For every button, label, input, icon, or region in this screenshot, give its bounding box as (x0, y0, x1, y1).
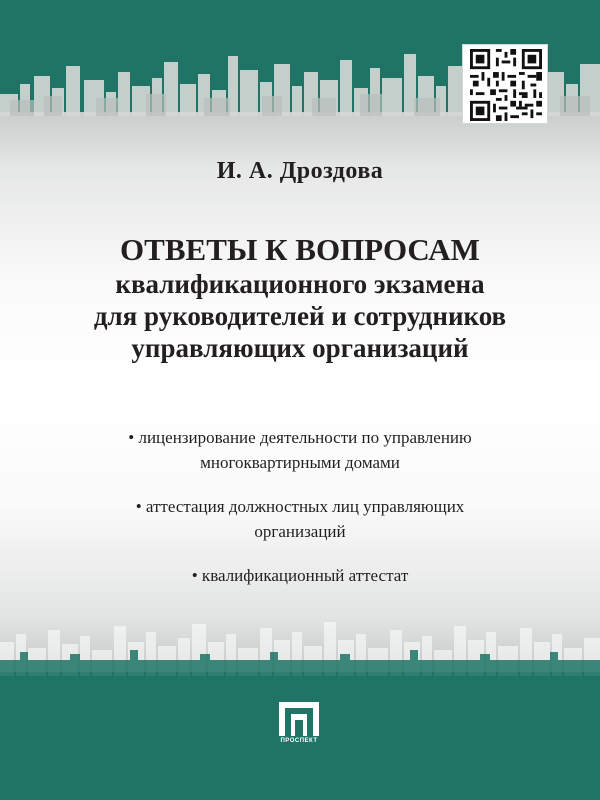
topic-line: многоквартирными домами (200, 453, 400, 472)
title-line-4: управляющих организаций (131, 333, 469, 363)
author-name: И. А. Дроздова (216, 158, 384, 184)
title-line-1: ОТВЕТЫ К ВОПРОСАМ (120, 232, 480, 267)
title-line-2: квалификационного экзамена (115, 269, 485, 299)
publisher-logo-icon (273, 700, 325, 740)
topic-line: организаций (254, 522, 346, 541)
topic-line: • лицензирование деятельности по управлению (128, 428, 472, 447)
title-line-3: для руководителей и сотрудников (93, 301, 507, 331)
topic-line: • аттестация должностных лиц управляющих (135, 497, 465, 516)
topic-item (0, 494, 600, 544)
qr-code-icon (470, 49, 542, 121)
topic-line: • квалификационный аттестат (191, 566, 409, 585)
book-title (0, 232, 600, 364)
publisher-name: ПРОСПЕКТ (280, 738, 318, 744)
topic-item (0, 563, 600, 588)
city-skyline-bottom (0, 612, 600, 676)
topic-item (0, 425, 600, 475)
topic-list (0, 425, 600, 607)
qr-code (462, 44, 548, 124)
